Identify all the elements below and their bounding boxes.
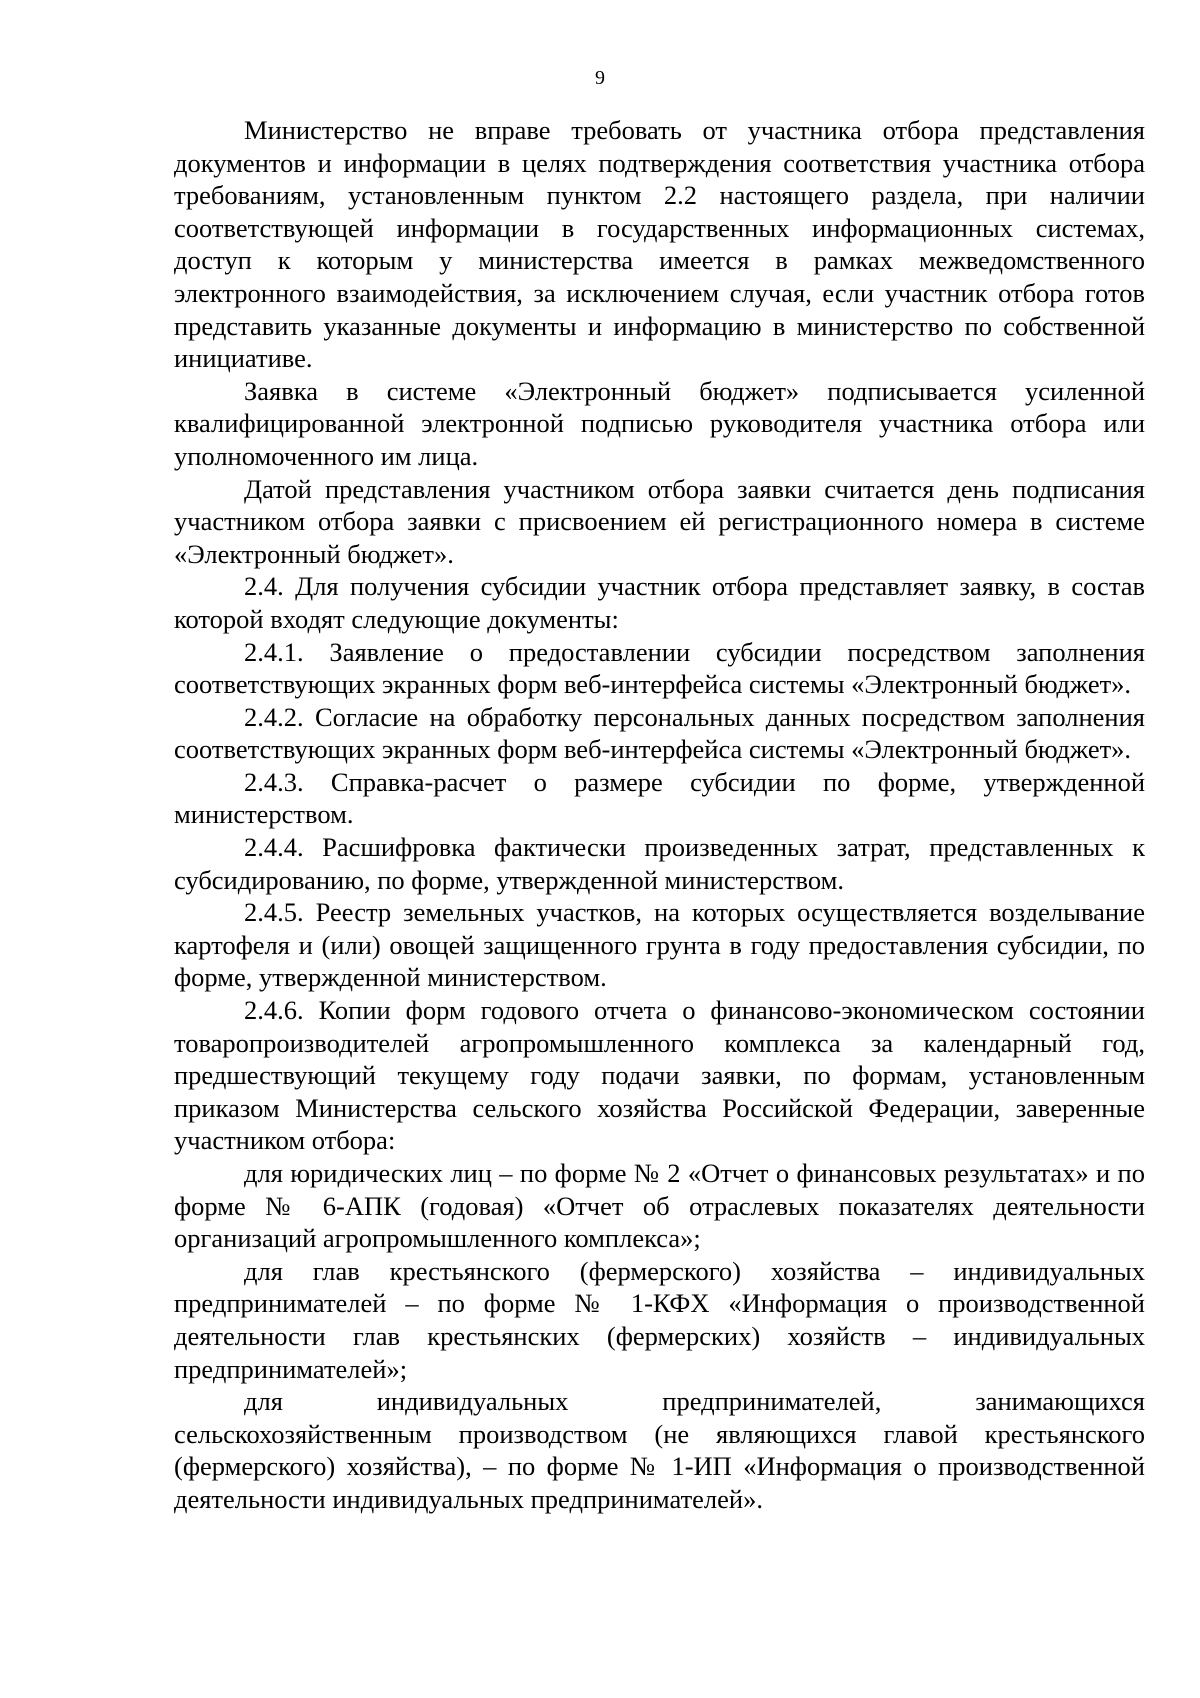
paragraph-2-4: 2.4. Для получения субсидии участник отбора представляет заявку, в состав которой входят следующие документы: (174, 571, 1145, 634)
paragraph-2-4-2: 2.4.2. Согласие на обработку персональных данных посредством заполнения соответствующих экранных форм веб-интерфейса системы «Электронный бюджет». (174, 701, 1145, 765)
paragraph-2-4-4: 2.4.4. Расшифровка фактически произведенных затрат, представленных к субсидированию, по форме, утвержденной министерством. (174, 832, 1145, 895)
page-number: 9 (595, 67, 605, 89)
paragraph-2-4-1: 2.4.1. Заявление о предоставлении субсидии посредством заполнения соответствующих экранных форм веб-интерфейса системы «Электронный бюджет». (174, 636, 1145, 700)
paragraph-individual-entrepreneurs: для индивидуальных предпринимателей, занимающихся сельскохозяйственным производством (не являющихся главой крестьянского (фермерского) хозяйства), – по форме № 1-ИП «Информация о производственной деятельности индивидуальных предпринимателей». (174, 1386, 1145, 1514)
paragraph-legal-entities: для юридических лиц – по форме № 2 «Отчет о финансовых результатах» и по форме № 6-АПК (годовая) «Отчет об отраслевых показателях деятельности организаций агропромышленного комплекса»; (174, 1158, 1145, 1254)
paragraph-2-4-3: 2.4.3. Справка-расчет о размере субсидии по форме, утвержденной министерством. (174, 766, 1145, 830)
paragraph-application-signature: Заявка в системе «Электронный бюджет» подписывается усиленной квалифицированной электронной подписью руководителя участника отбора или уполномоченного им лица. (174, 375, 1145, 471)
paragraph-2-4-5: 2.4.5. Реестр земельных участков, на которых осуществляется возделывание картофеля и (или) овощей защищенного грунта в году предоставления субсидии, по форме, утвержденной министерством. (174, 897, 1145, 993)
document-body (174, 114, 1145, 1516)
paragraph-ministry-no-right: Министерство не вправе требовать от участника отбора представления документов и информации в целях подтверждения соответствия участника отбора требованиям, установленным пунктом 2.2 настоящего раздела, при наличии соответствующей информации в государственных информационных системах, доступ к которым у министерства имеется в рамках межведомственного электронного взаимодействия, за исключением случая, если участник отбора готов представить указанные документы и информацию в министерство по собственной инициативе. (174, 115, 1145, 374)
paragraph-farm-heads: для глав крестьянского (фермерского) хозяйства – индивидуальных предпринимателей – по форме № 1-КФХ «Информация о производственной деятельности глав крестьянских (фермерских) хозяйств – индивидуальных предпринимателей»; (174, 1255, 1145, 1384)
paragraph-2-4-6: 2.4.6. Копии форм годового отчета о финансово-экономическом состоянии товаропроизводителей агропромышленного комплекса за календарный год, предшествующий текущему году подачи заявки, по формам, установленным приказом Министерства сельского хозяйства Российской Федерации, заверенные участником отбора: (174, 995, 1145, 1156)
paragraph-submission-date: Датой представления участником отбора заявки считается день подписания участником отбора заявки с присвоением ей регистрационного номера в системе «Электронный бюджет». (174, 473, 1145, 569)
